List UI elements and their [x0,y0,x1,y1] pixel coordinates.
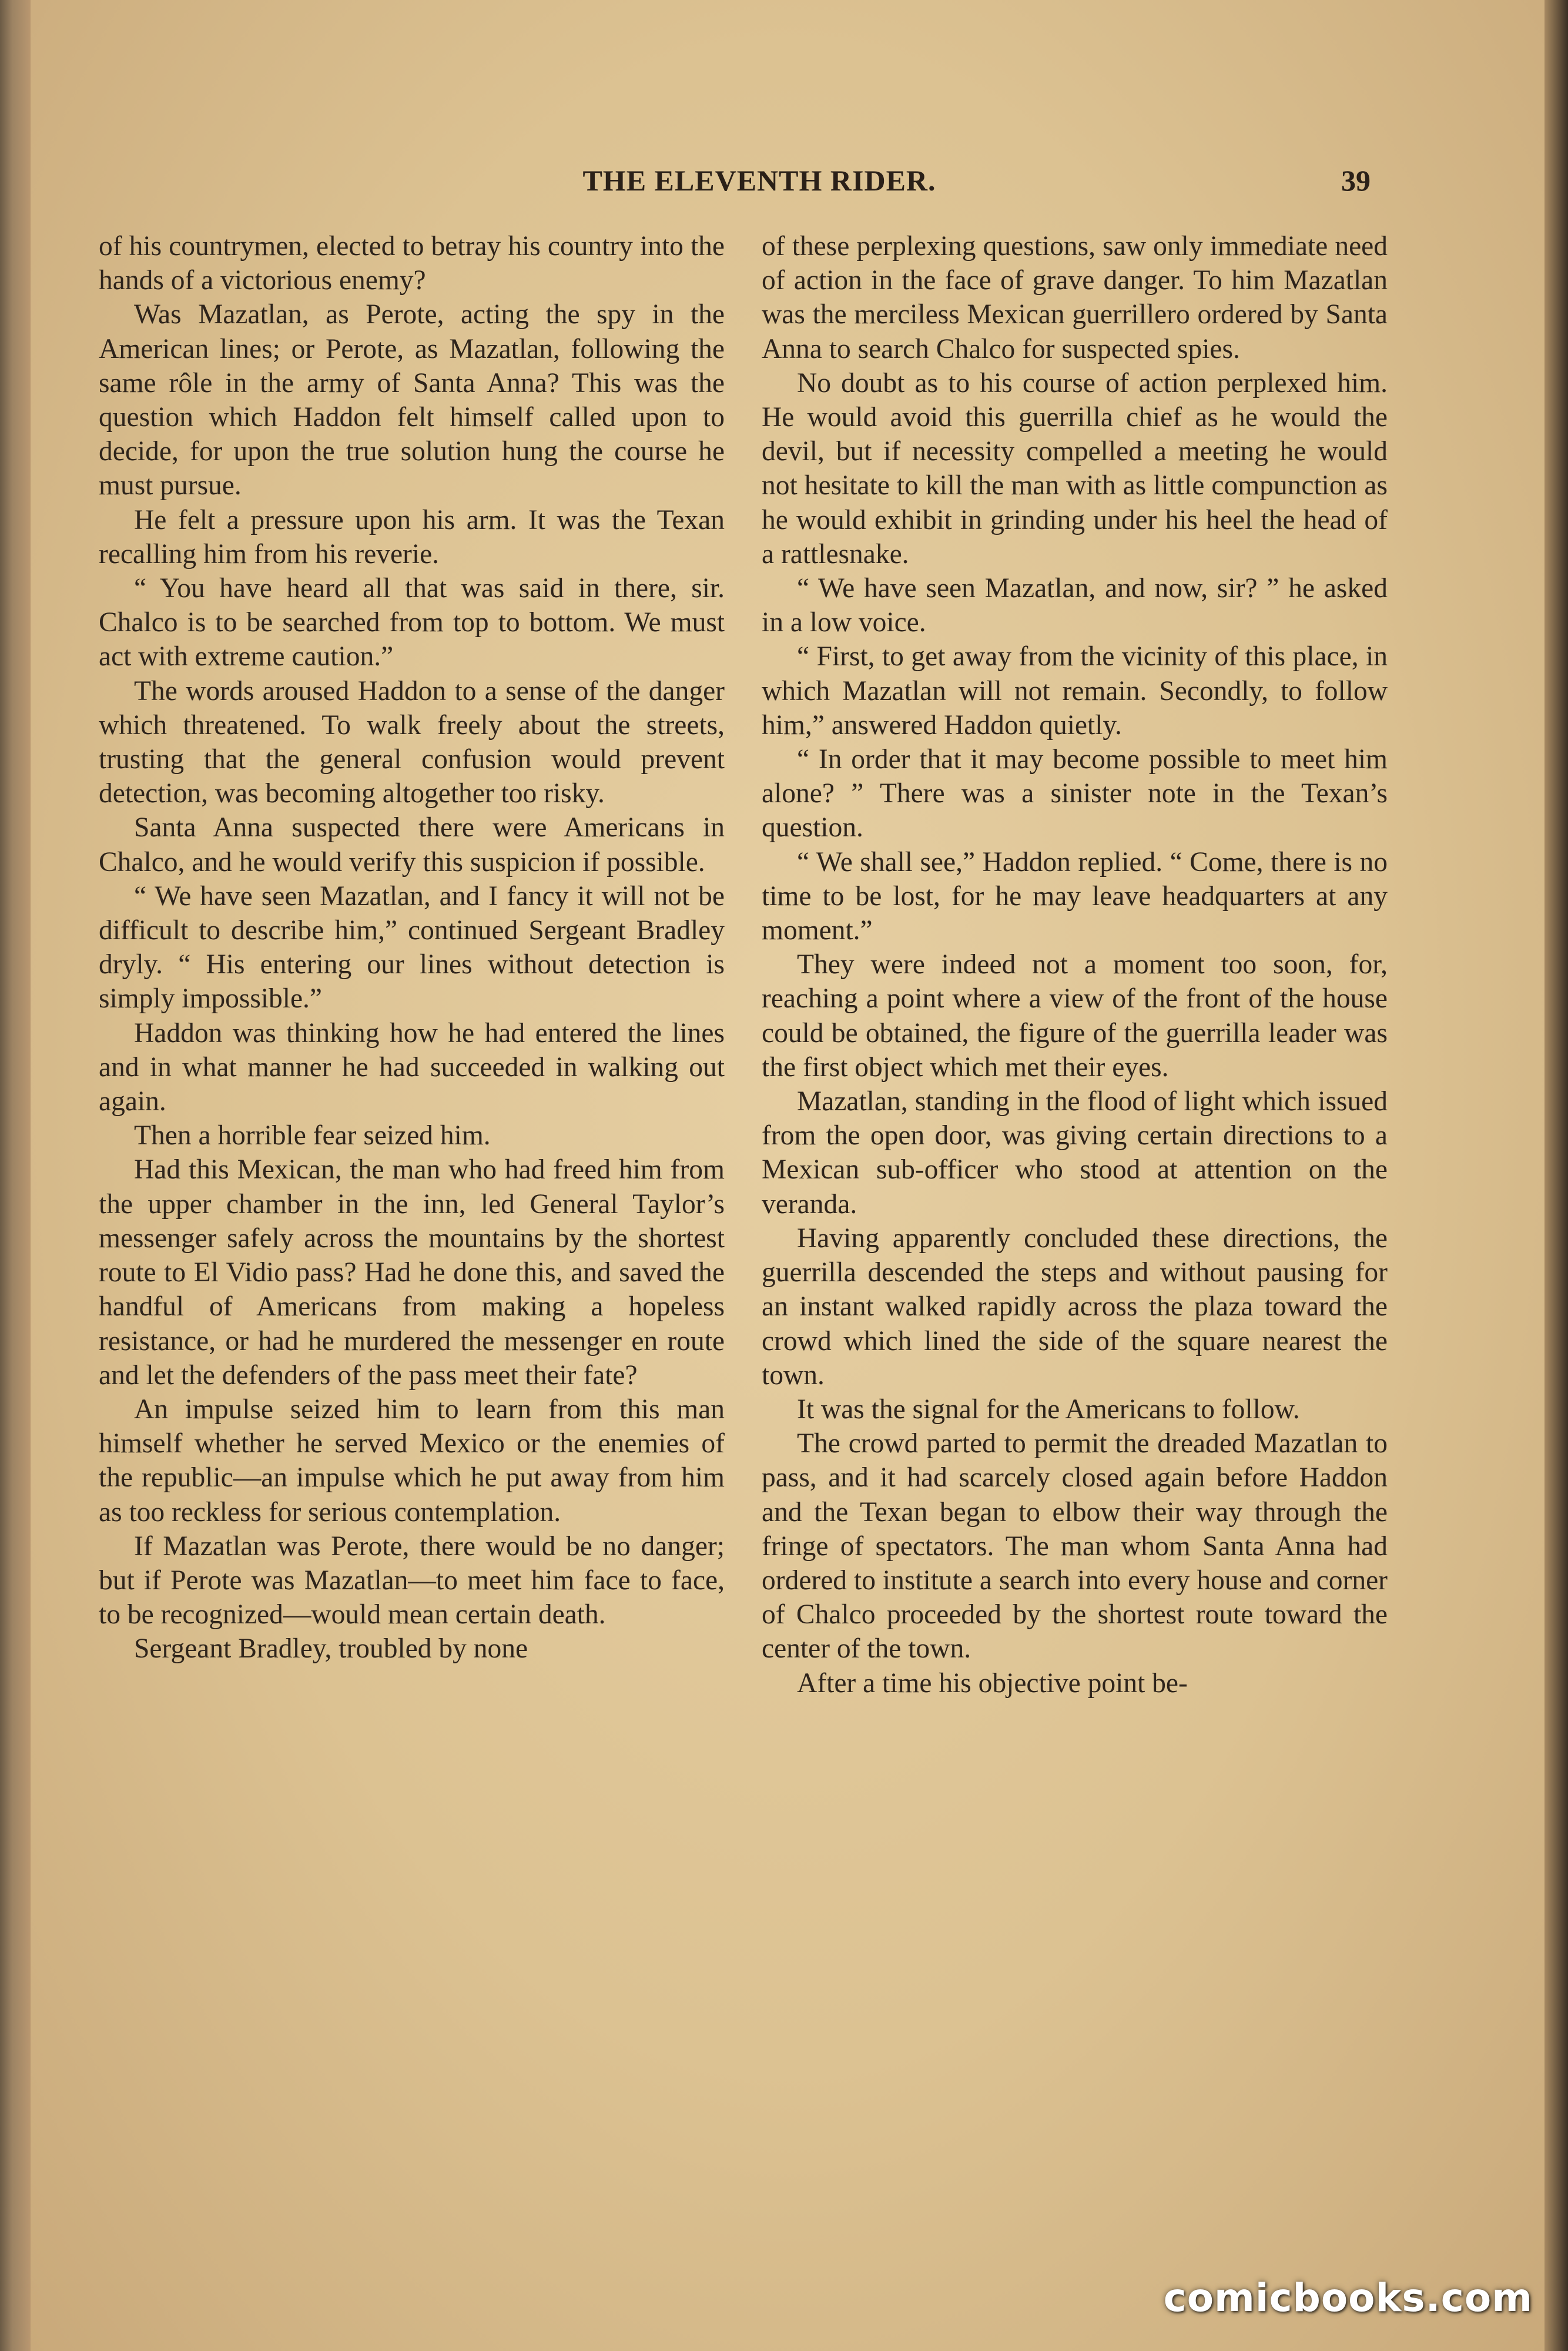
paragraph: They were indeed not a moment too soon, for, reaching a point where a view of the front of the house could be obtained, the figure of the guerrilla leader was the first object which met their eyes. [762,949,1388,1083]
paragraph: Mazatlan, standing in the flood of light which issued from the open door, was giving certain directions to a Mexican sub-officer who stood at attention on the veranda. [762,1086,1388,1220]
paragraph: Was Mazatlan, as Perote, acting the spy in the American lines; or Perote, as Mazatlan, following the same rôle in the army of Santa Anna? This was the question which Haddon felt himself called upon to decide, for upon the true solution hung the course he must pursue. [99,299,725,501]
paragraph: “ We have seen Mazatlan, and I fancy it will not be difficult to describe him,” continued Sergeant Bradley dryly. “ His entering our lines without detection is simply impossible.” [99,880,725,1014]
paragraph: The words aroused Haddon to a sense of the danger which threatened. To walk freely about the streets, trusting that the general confusion would prevent detection, was becoming altogether too risky. [99,675,725,809]
right-text-column [762,229,1388,1700]
paragraph: Then a horrible fear seized him. [134,1120,491,1151]
paragraph: After a time his objective point be- [797,1667,1188,1699]
paragraph: Haddon was thinking how he had entered the lines and in what manner he had succeeded in walking out again. [99,1017,725,1117]
paragraph: “ First, to get away from the vicinity of this place, in which Mazatlan will not remain. Secondly, to follow him,” answered Haddon quietly. [762,641,1388,741]
paragraph: “ We have seen Mazatlan, and now, sir? ” he asked in a low voice. [762,573,1388,638]
watermark: comicbooks.com [1163,2275,1533,2320]
paragraph: No doubt as to his course of action perplexed him. He would avoid this guerrilla chief as he would the devil, but if necessity compelled a meeting he would not hesitate to kill the man with as little compunction as he would exhibit in grinding under his heel the head of a rattlesnake. [762,367,1388,570]
paragraph: Santa Anna suspected there were Americans in Chalco, and he would verify this suspicion if possible. [99,812,725,878]
paragraph: It was the signal for the Americans to follow. [797,1394,1300,1425]
paragraph: “ In order that it may become possible to meet him alone? ” There was a sinister note in the Texan’s question. [762,744,1388,843]
paragraph: Had this Mexican, the man who had freed him from the upper chamber in the inn, led General Taylor’s messenger safely across the mountains by the shortest route to El Vidio pass? Had he done this, and saved the handful of Americans from making a hopeless resistance, or had he murdered the messenger en route and let the defenders of the pass meet their fate? [99,1154,725,1391]
paragraph: of his countrymen, elected to betray his country into the hands of a victorious enemy? [99,231,725,296]
left-text-column [99,229,725,1666]
paragraph: Sergeant Bradley, troubled by none [134,1633,528,1665]
paragraph: An impulse seized him to learn from this man himself whether he served Mexico or the enemies of the republic—an impulse which he put away from him as too reckless for serious contemplation. [99,1394,725,1528]
page-title: THE ELEVENTH RIDER. [582,164,936,197]
paragraph: Having apparently concluded these directions, the guerrilla descended the steps and without pausing for an instant walked rapidly across the plaza toward the crowd which lined the side of the square nearest the town. [762,1223,1388,1391]
paragraph: of these perplexing questions, saw only immediate need of action in the face of grave danger. To him Mazatlan was the merciless Mexican guerrillero ordered by Santa Anna to search Chalco for suspected spies. [762,231,1388,364]
paragraph: “ You have heard all that was said in there, sir. Chalco is to be searched from top to bottom. We must act with extreme caution.” [99,573,725,672]
paragraph: The crowd parted to permit the dreaded Mazatlan to pass, and it had scarcely closed again before Haddon and the Texan began to elbow their way through the fringe of spectators. The man whom Santa Anna had ordered to institute a search into every house and corner of Chalco proceeded by the shortest route toward the center of the town. [762,1428,1388,1665]
paragraph: If Mazatlan was Perote, there would be no danger; but if Perote was Mazatlan—to meet him face to face, to be recognized—would mean certain death. [99,1531,725,1630]
paragraph: He felt a pressure upon his arm. It was the Texan recalling him from his reverie. [99,504,725,570]
paragraph: “ We shall see,” Haddon replied. “ Come, there is no time to be lost, for he may leave headquarters at any moment.” [762,846,1388,946]
book-page [31,0,1544,2351]
page-number: 39 [1341,164,1371,197]
running-header [31,163,1382,205]
book-binding-edge [0,0,31,2351]
page-edge-shadow [1544,0,1568,2351]
